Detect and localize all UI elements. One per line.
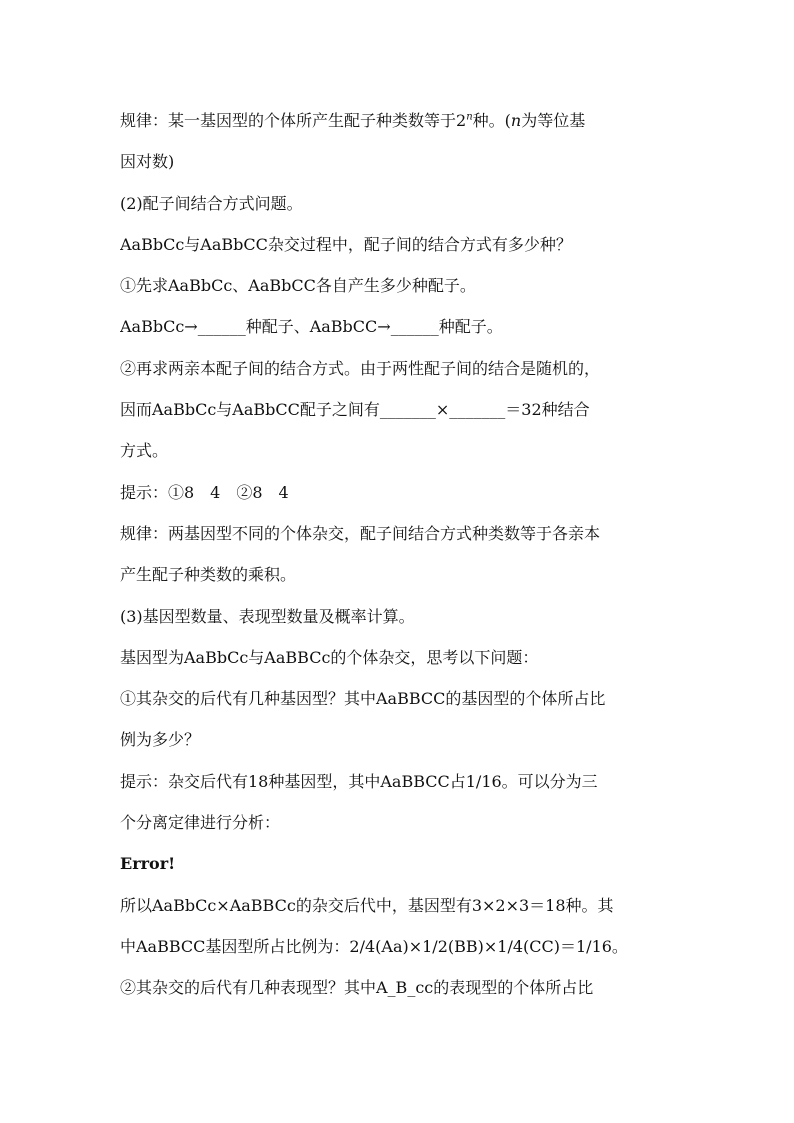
formula-line: 中AaBBCC基因型所占比例为：2/4(Aa)×1/2(BB)×1/4(CC)＝1/16。	[120, 936, 628, 956]
section-heading-3: (3)基因型数量、表现型数量及概率计算。	[120, 606, 415, 626]
section-heading-2: (2)配子间结合方式问题。	[120, 193, 303, 213]
text-line: ②再求两亲本配子间的结合方式。由于两性配子间的结合是随机的，	[120, 358, 601, 378]
superscript-n: n	[466, 111, 473, 123]
text-run: 为等位基	[521, 111, 586, 130]
fill-blank-line: AaBbCc→______种配子、AaBbCC→______种配子。	[120, 317, 503, 337]
text-line: AaBbCc与AaBbCC杂交过程中，配子间的结合方式有多少种？	[120, 234, 572, 254]
text-line: 个分离定律进行分析：	[120, 813, 281, 833]
hint-line: 提示：杂交后代有18种基因型，其中AaBBCC占1/16。可以分为三	[120, 771, 598, 791]
text-run: 规律：某一基因型的个体所产生配子种类数等于2	[120, 111, 467, 130]
text-line: 所以AaBbCc×AaBBCc的杂交后代中，基因型有3×2×3＝18种。其	[120, 895, 614, 915]
question-line: ②其杂交的后代有几种表现型？其中A_B_cc的表现型的个体所占比	[120, 978, 594, 998]
text-line: 产生配子种类数的乘积。	[120, 565, 297, 585]
rule-line: 规律：两基因型不同的个体杂交，配子间结合方式种类数等于各亲本	[120, 523, 601, 543]
document-body	[120, 100, 685, 1009]
hint-line: 提示：①8 4 ②8 4	[120, 482, 289, 502]
text-line-rule-gamete-types	[120, 100, 685, 141]
italic-n: n	[510, 111, 522, 130]
text-line: 因对数)	[120, 152, 175, 172]
text-line: ①先求AaBbCc、AaBbCC各自产生多少种配子。	[120, 276, 476, 296]
fill-blank-line: 因而AaBbCc与AaBbCC配子之间有_______×_______＝32种结合	[120, 400, 590, 420]
text-line: 方式。	[120, 441, 169, 461]
text-line: 例为多少？	[120, 730, 201, 750]
question-line: ①其杂交的后代有几种基因型？其中AaBBCC的基因型的个体所占比	[120, 689, 606, 709]
error-text: Error!	[120, 854, 176, 874]
text-line: 基因型为AaBbCc与AaBBCc的个体杂交，思考以下问题：	[120, 647, 539, 667]
text-run: 种。(	[472, 111, 511, 130]
